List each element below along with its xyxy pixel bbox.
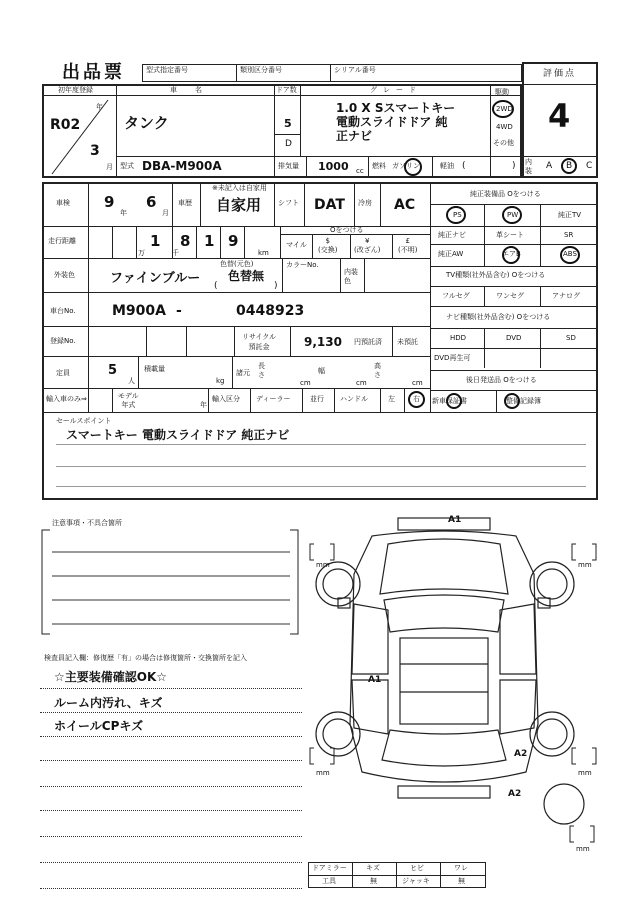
tv-type-title: TV種類(社外品含む) Oをつける [446, 271, 546, 279]
interior-b-circle [561, 158, 577, 174]
equip-ps-circle [446, 206, 466, 224]
mileage-digit-3: 1 [204, 232, 215, 250]
dims-length: 長さ [258, 362, 265, 379]
mileage-circle-note: Oをつける [330, 226, 364, 234]
first-reg-era-year: R02 [50, 117, 81, 133]
color-no-label: カラーNo. [286, 261, 319, 269]
mileage-thousand: 千 [172, 249, 179, 257]
mileage-mile: マイル [286, 241, 307, 249]
length-cm: cm [300, 379, 311, 387]
tv-oneseg: ワンセグ [496, 292, 524, 300]
recycle-deposited: 円預託済 [354, 338, 382, 346]
shift-label: シフト [278, 199, 299, 207]
interior-c: C [586, 161, 593, 171]
mileage-unknown: £ (不明) [398, 237, 418, 254]
legend-break: ワレ [454, 864, 468, 872]
evaluation-score: 4 [548, 97, 571, 135]
drive-2wd: 2WD [496, 105, 513, 113]
navi-hdd: HDD [450, 334, 467, 342]
inspector-note-3: ホイールCPキズ [54, 719, 144, 733]
mileage-man: 万 [138, 249, 145, 257]
inspection-year-unit: 年 [120, 209, 127, 217]
handle-right: 右 [413, 395, 420, 403]
mm-front-left: mm [316, 561, 330, 569]
import-model-year: モデル 年式 [118, 392, 139, 409]
equip-abs: ABS [563, 250, 577, 258]
doors-value: 5 [284, 117, 292, 130]
model-code: DBA-M900A [142, 159, 222, 173]
mileage-digit-4: 9 [228, 232, 239, 250]
diagram-mark-rear-right: A2 [514, 749, 528, 759]
legend-tools: 工具 [322, 877, 336, 885]
displacement-value: 1000 [318, 160, 349, 173]
mm-front-right: mm [578, 561, 592, 569]
original-color-value: 色替無 [228, 269, 265, 283]
import-parallel: 並行 [310, 395, 324, 403]
width-cm: cm [356, 379, 367, 387]
legend-scratch: キズ [366, 864, 380, 872]
fuel-value: ガソリン [392, 162, 420, 170]
import-year-unit: 年 [200, 401, 207, 409]
aircon-label: 冷房 [358, 199, 372, 207]
interior-color-label: 内装色 [344, 268, 358, 285]
original-paren-open: ( [214, 281, 218, 291]
equip-aw: 純正AW [438, 250, 464, 258]
later-manual: 新車保証書 [432, 397, 467, 405]
fuel-circle [404, 158, 422, 176]
diagram-mark-rear: A2 [508, 789, 522, 799]
legend-door-mirror: ドアミラー [312, 864, 347, 872]
tv-fullseg: フルセグ [442, 292, 470, 300]
navi-dvd-player: DVD再生可 [434, 354, 471, 362]
model-code-label: 型式 [120, 162, 134, 170]
equip-leather: 革シート [496, 231, 524, 239]
interior-a: A [546, 161, 553, 171]
inspection-year: 9 [104, 193, 115, 211]
handle-label: ハンドル [340, 395, 368, 403]
inspection-month-unit: 月 [162, 209, 169, 217]
serial-no-label: シリアル番号 [334, 66, 376, 74]
mileage-digit-2: 8 [180, 232, 191, 250]
mileage-tampered: ¥ (改ざん) [354, 237, 381, 254]
drive-2wd-circle [492, 100, 514, 118]
history-note: ※未記入は自家用 [212, 184, 267, 192]
chassis-label: 車台No. [50, 307, 76, 315]
color-label: 外装色 [54, 271, 75, 279]
diagram-mark-front: A1 [448, 515, 462, 525]
recycle-label: リサイクル 預託金 [242, 333, 277, 351]
spec-number-row [142, 64, 522, 82]
sales-point-text: スマートキー 電動スライドドア 純正ナビ [66, 428, 290, 442]
later-record-book: 整備記録簿 [506, 397, 541, 405]
interior-grade-label: 内装 [525, 158, 532, 175]
original-color-label: 色替(元色) [220, 260, 254, 268]
shift-value: DAT [314, 197, 345, 213]
sales-point-label: セールスポイント [56, 417, 112, 425]
notes-label: 注意事項・不具合箇所 [52, 519, 122, 527]
legend-crack: ヒビ [410, 864, 424, 872]
form-title: 出品票 [62, 62, 125, 83]
diagram-mark-side: A1 [368, 675, 382, 685]
equip-ps: PS [453, 211, 462, 219]
load-label: 積載量 [144, 365, 165, 373]
navi-type-title: ナビ種類(社外品含む) Oをつける [446, 313, 551, 321]
chassis-prefix: M900A [112, 303, 166, 319]
grade-line-1: 1.0 X Sスマートキー [336, 101, 456, 115]
inspector-label: 検査員記入欄：修復歴「有」の場合は修復箇所・交換箇所を記入 [44, 654, 247, 662]
equip-airbag-circle [502, 246, 520, 264]
inspection-label: 車検 [56, 199, 70, 207]
displacement-label: 排気量 [278, 162, 299, 170]
original-paren-close: ) [274, 281, 278, 291]
handle-right-circle [408, 391, 425, 408]
model-spec-no-label: 型式指定番号 [146, 66, 188, 74]
equip-abs-circle [560, 246, 580, 264]
import-label: 輸入車のみ⇒ [46, 395, 87, 403]
legend-jack-value: 無 [458, 877, 465, 885]
first-reg-slash [42, 96, 116, 176]
first-reg-month-unit: 月 [106, 163, 113, 171]
displacement-unit: cc [356, 167, 364, 175]
height-cm: cm [412, 379, 423, 387]
doors-label: ドア数 [276, 86, 297, 94]
recycle-not-deposited: 未預託 [397, 338, 418, 346]
mm-spare: mm [576, 845, 590, 853]
aircon-value: AC [394, 197, 416, 213]
legend-jack: ジャッキ [402, 877, 430, 885]
category-no-label: 類別区分番号 [240, 66, 282, 74]
capacity-label: 定員 [56, 369, 70, 377]
later-title: 後日発送品 Oをつける [466, 376, 537, 384]
car-name: タンク [124, 114, 169, 132]
mileage-km: km [258, 249, 269, 257]
equip-airbag: エアB [502, 250, 521, 258]
import-type-label: 輸入区分 [212, 395, 240, 403]
mileage-digit-1: 1 [150, 232, 161, 250]
mm-rear-right: mm [578, 769, 592, 777]
drive-4wd: 4WD [496, 123, 513, 131]
fuel-label: 燃料 [372, 162, 386, 170]
equip-sr: SR [564, 231, 574, 239]
chassis-dash: - [176, 303, 182, 319]
grade-label: グレード [370, 86, 422, 94]
navi-sd: SD [566, 334, 576, 342]
notes-bracket [40, 528, 300, 638]
load-unit: kg [216, 377, 225, 385]
door-type: D [285, 139, 292, 149]
equip-pw-circle [502, 206, 522, 224]
dims-width: 幅 [318, 367, 325, 375]
drive-label: 駆動 [495, 88, 509, 96]
dims-height: 高さ [374, 362, 381, 379]
inspector-note-2: ルーム内汚れ、キズ [54, 696, 163, 710]
color-value: ファインブルー [110, 271, 201, 286]
dims-label: 諸元 [236, 369, 250, 377]
tv-analog: アナログ [552, 292, 580, 300]
car-damage-diagram [302, 514, 598, 844]
first-reg-year-unit: 年 [96, 103, 103, 111]
light-oil-paren-close: ) [512, 161, 516, 171]
mileage-swap: $ (交換) [318, 237, 338, 254]
import-dealer: ディーラー [256, 395, 291, 403]
history-value: 自家用 [216, 196, 262, 214]
inspector-note-1: ☆主要装備確認OK☆ [54, 670, 168, 684]
equip-pw: PW [507, 211, 519, 219]
legend-tools-value: 無 [370, 877, 377, 885]
later-record-circle [504, 393, 520, 409]
recycle-amount: 9,130 [304, 335, 342, 349]
capacity-value: 5 [108, 363, 118, 378]
first-reg-month: 3 [90, 143, 100, 159]
mm-rear-left: mm [316, 769, 330, 777]
equipment-title: 純正装備品 Oをつける [470, 190, 541, 198]
equip-tv: 純正TV [558, 211, 582, 219]
drive-other: その他 [493, 139, 514, 147]
evaluation-label: 評価点 [543, 69, 577, 79]
mileage-label: 走行距離 [48, 237, 76, 245]
light-oil-label: 軽油 [440, 162, 454, 170]
inspection-month: 6 [146, 193, 157, 211]
interior-b: B [566, 161, 573, 171]
first-reg-label: 初年度登録 [58, 86, 93, 94]
later-manual-circle [446, 393, 462, 409]
grade-line-3: 正ナビ [336, 129, 373, 143]
navi-dvd: DVD [506, 334, 522, 342]
equip-navi: 純正ナビ [438, 231, 466, 239]
capacity-unit: 人 [128, 377, 135, 385]
chassis-number: 0448923 [236, 303, 305, 319]
light-oil-paren-open: ( [462, 161, 466, 171]
grade-line-2: 電動スライドドア 純 [336, 115, 448, 129]
handle-left: 左 [388, 395, 395, 403]
registration-label: 登録No. [50, 337, 76, 345]
car-name-label: 車名 [170, 86, 220, 94]
history-label: 車歴 [178, 199, 192, 207]
